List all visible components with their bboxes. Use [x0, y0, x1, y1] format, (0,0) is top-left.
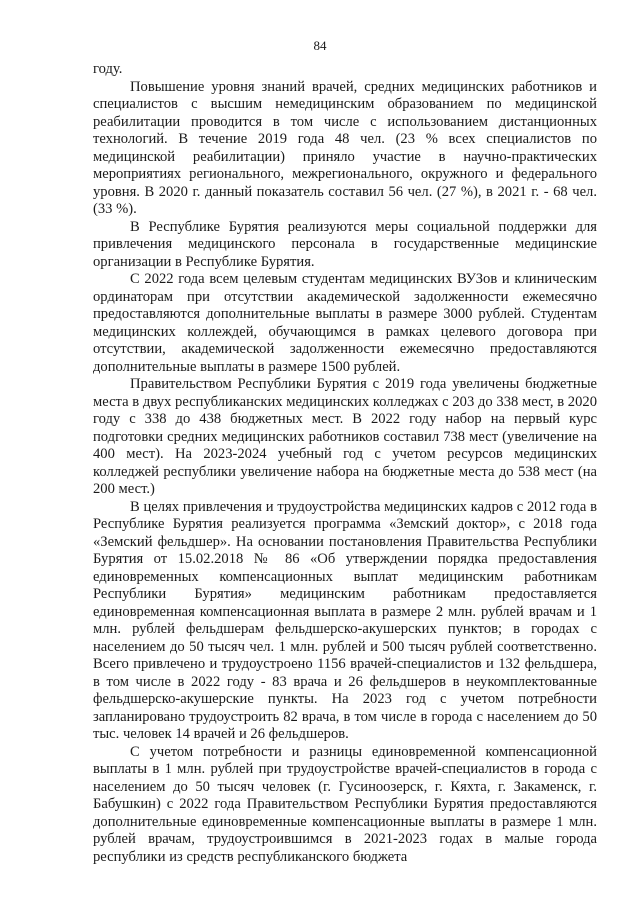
page-number: 84	[313, 38, 327, 53]
paragraph: Повышение уровня знаний врачей, средних медицинских работников и специалистов с высшим немедицинским образованием по медицинской реабилитации проводится в том числе с использованием дистанционных технологий. В течение 2019 года 48 чел. (23 % всех специалистов по медицинской реабилитации) приняло участие в научно-практических мероприятиях регионального, межрегионального, окружного и федерального уровня. В 2020 г. данный показатель составил 56 чел. (27 %), в 2021 г. - 68 чел. (33 %).	[93, 78, 597, 217]
body-text	[93, 61, 597, 866]
paragraph: С учетом потребности и разницы единовременной компенсационной выплаты в 1 млн. рублей при трудоустройстве врачей-специалистов в города с населением до 50 тысяч человек (г. Гусиноозерск, г. Кяхта, г. Закаменск, г. Бабушкин) с 2022 года Правительством Республики Бурятия предоставляются дополнительные единовременные компенсационные выплаты в размере 1 млн. рублей врачам, трудоустроившимся в 2021-2023 годах в малые города республики из средств республиканского бюджета	[93, 743, 597, 865]
paragraph: Правительством Республики Бурятия с 2019 года увеличены бюджетные места в двух республиканских медицинских колледжах с 203 до 338 мест, в 2020 году с 338 до 438 бюджетных мест. В 2022 году набор на первый курс подготовки средних медицинских работников составил 738 мест (увеличение на 400 мест). На 2023-2024 учебный год с учетом ресурсов медицинских колледжей республики увеличение набора на бюджетные места до 538 мест (на 200 мест.)	[93, 376, 597, 497]
paragraph: В целях привлечения и трудоустройства медицинских кадров с 2012 года в Республике Бурятия реализуется программа «Земский доктор», с 2018 года «Земский фельдшер». На основании постановления Правительства Республики Бурятия от 15.02.2018 № 86 «Об утверждении порядка предоставления единовременных компенсационных выплат медицинским работникам Республики Бурятия» медицинским работникам предоставляется единовременная компенсационная выплата в размере 2 млн. рублей врачам и 1 млн. рублей фельдшерам фельдшерско-акушерских пунктов; в городах с населением до 50 тысяч чел. 1 млн. рублей и 500 тысяч рублей соответственно. Всего привлечено и трудоустроено 1156 врачей-специалистов и 132 фельдшера, в том числе в 2022 году - 83 врача и 26 фельдшеров в неукомплектованные фельдшерско-акушерские пункты. На 2023 год с учетом потребности запланировано трудоустроить 82 врача, в том числе в города с населением до 50 тыс. человек 14 врачей и 26 фельдшеров.	[93, 498, 597, 742]
paragraph: С 2022 года всем целевым студентам медицинских ВУЗов и клиническим ординаторам при отсутствии академической задолженности ежемесячно предоставляются дополнительные выплаты в размере 3000 рублей. Студентам медицинских коллеждей, обучающимся в рамках целевого договора при отсутствии, академической задолженности ежемесячно предоставляются дополнительные выплаты в размере 1500 рублей.	[93, 271, 597, 375]
paragraph: году.	[93, 61, 123, 77]
paragraph: В Республике Бурятия реализуются меры социальной поддержки для привлечения медицинского персонала в государственные медицинские организации в Республике Бурятия.	[93, 218, 597, 270]
